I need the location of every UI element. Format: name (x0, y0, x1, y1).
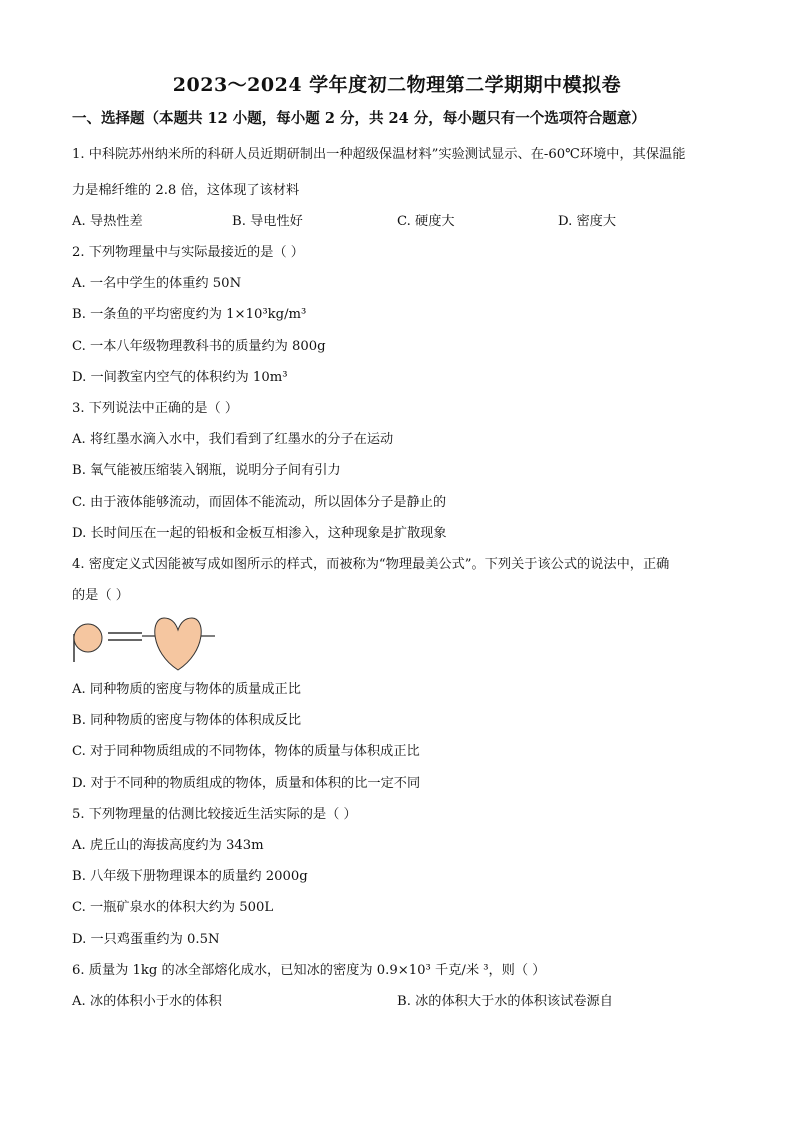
q1-stem-line2: 力是棉纤维的 2.8 倍，这体现了该材料 (72, 183, 300, 198)
q2-option-d: D. 一间教室内空气的体积约为 10m³ (72, 370, 288, 385)
density-formula-figure (72, 612, 222, 674)
q4-option-b: B. 同种物质的密度与物体的体积成反比 (72, 713, 302, 728)
q4-option-a: A. 同种物质的密度与物体的质量成正比 (72, 682, 301, 697)
q3-option-b: B. 氧气能被压缩装入钢瓶，说明分子间有引力 (72, 463, 341, 478)
q6-stem: 6. 质量为 1kg 的冰全部熔化成水，已知冰的密度为 0.9×10³ 千克/米 ³，则（ ） (72, 963, 546, 978)
q1-option-b: B. 导电性好 (232, 214, 303, 229)
q2-option-a: A. 一名中学生的体重约 50N (72, 276, 242, 291)
q4-stem-line1: 4. 密度定义式因能被写成如图所示的样式，而被称为“物理最美公式”。下列关于该公式的说法中，正确 (72, 557, 670, 572)
q5-option-a: A. 虎丘山的海拔高度约为 343m (72, 838, 264, 853)
q4-option-d: D. 对于不同种的物质组成的物体，质量和体积的比一定不同 (72, 776, 421, 791)
q1-stem-line1: 1. 中科院苏州纳米所的科研人员近期研制出一种超级保温材料”实验测试显示、在-60℃环境中，其保温能 (72, 147, 686, 162)
section-heading: 一、选择题（本题共 12 小题，每小题 2 分，共 24 分，每小题只有一个选项符合题意） (72, 110, 646, 127)
q5-option-c: C. 一瓶矿泉水的体积大约为 500L (72, 900, 274, 915)
q6-option-b: B. 冰的体积大于水的体积该试卷源自 (397, 994, 613, 1009)
q3-option-a: A. 将红墨水滴入水中，我们看到了红墨水的分子在运动 (72, 432, 394, 447)
q4-stem-line2: 的是（ ） (72, 588, 129, 603)
rho-circle (74, 624, 102, 652)
q3-stem: 3. 下列说法中正确的是（ ） (72, 401, 239, 416)
q2-stem: 2. 下列物理量中与实际最接近的是（ ） (72, 245, 304, 260)
q1-option-d: D. 密度大 (558, 214, 617, 229)
q3-option-d: D. 长时间压在一起的铅板和金板互相渗入，这种现象是扩散现象 (72, 526, 447, 541)
q2-option-c: C. 一本八年级物理教科书的质量约为 800g (72, 339, 326, 354)
q5-option-d: D. 一只鸡蛋重约为 0.5N (72, 932, 220, 947)
q3-option-c: C. 由于液体能够流动，而固体不能流动，所以固体分子是静止的 (72, 495, 447, 510)
page-title: 2023～2024 学年度初二物理第二学期期中模拟卷 (172, 74, 622, 96)
q2-option-b: B. 一条鱼的平均密度约为 1×10³kg/m³ (72, 307, 307, 322)
q5-option-b: B. 八年级下册物理课本的质量约 2000g (72, 869, 308, 884)
q5-stem: 5. 下列物理量的估测比较接近生活实际的是（ ） (72, 807, 357, 822)
q4-option-c: C. 对于同种物质组成的不同物体，物体的质量与体积成正比 (72, 744, 420, 759)
q1-option-c: C. 硬度大 (397, 214, 455, 229)
q1-option-a: A. 导热性差 (72, 214, 143, 229)
q6-option-a: A. 冰的体积小于水的体积 (72, 994, 222, 1009)
heart-shape (155, 618, 201, 670)
